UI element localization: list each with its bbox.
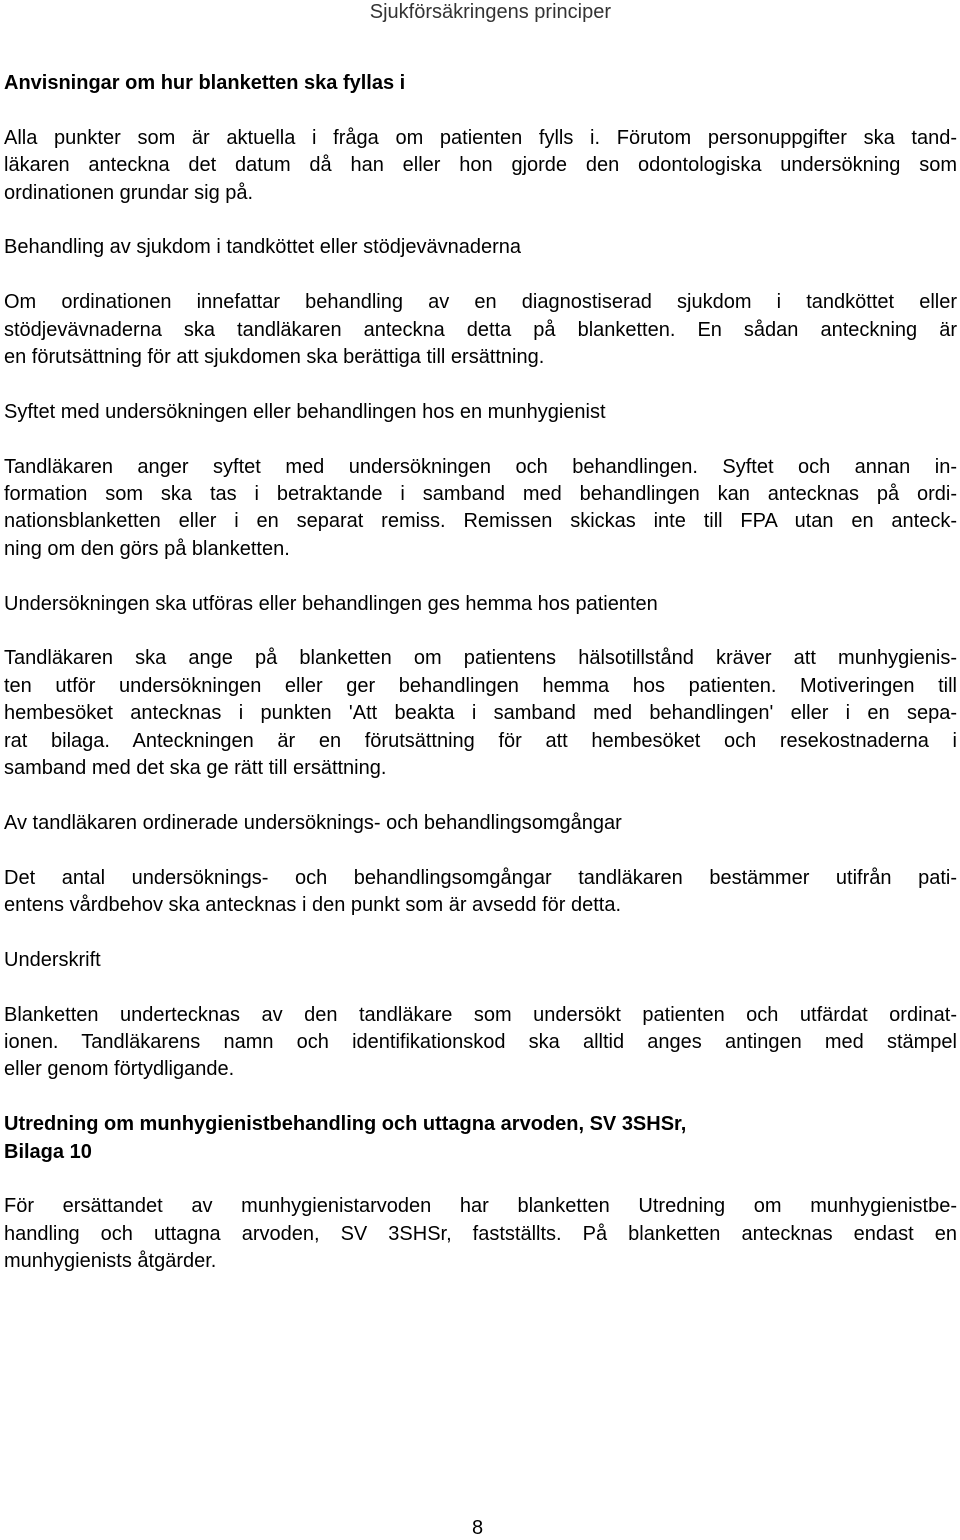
paragraph (4, 1193, 957, 1275)
paragraph-line: entens vårdbehov ska antecknas i den punkt som är avsedd för detta. (4, 894, 622, 917)
page-number: 8 (472, 1517, 484, 1539)
section-heading (4, 70, 957, 97)
paragraph-line: Tandläkaren anger syftet med undersökningen och behandlingen. Syftet och annan in- (4, 455, 957, 478)
paragraph-line: För ersättandet av munhygienistarvoden har blanketten Utredning om munhygienistbe- (4, 1195, 957, 1218)
paragraph-line: ten utför undersökningen eller ger behandlingen hemma hos patienten. Motiveringen till (4, 674, 957, 697)
paragraph-line: ordinationen grundar sig på. (4, 181, 254, 204)
heading-line: Av tandläkaren ordinerade undersöknings- och behandlingsomgångar (4, 811, 622, 834)
document-body (4, 70, 957, 1276)
subheading (4, 399, 957, 426)
heading-line: Syftet med undersökningen eller behandlingen hos en munhygienist (4, 400, 606, 423)
paragraph-line: stödjevävnaderna ska tandläkaren anteckna detta på blanketten. En sådan anteckning är (4, 318, 957, 341)
running-header: Sjukförsäkringens principer (369, 1, 611, 23)
paragraph-line: en förutsättning för att sjukdomen ska berättiga till ersättning. (4, 346, 545, 369)
subheading (4, 810, 957, 837)
paragraph-line: hembesöket antecknas i punkten 'Att beakta i samband med behandlingen' eller i en sepa- (4, 702, 957, 725)
paragraph-line: munhygienists åtgärder. (4, 1250, 217, 1273)
subheading (4, 591, 957, 618)
paragraph-line: handling och uttagna arvoden, SV 3SHSr, fastställts. På blanketten antecknas endast en (4, 1222, 957, 1245)
paragraph-line: Blanketten undertecknas av den tandläkare som undersökt patienten och utfärdat ordinat- (4, 1003, 957, 1026)
paragraph (4, 289, 957, 371)
section-heading (4, 1111, 957, 1166)
heading-line: Bilaga 10 (4, 1140, 92, 1163)
heading-line: Underskrift (4, 948, 101, 971)
paragraph-line: eller genom förtydligande. (4, 1058, 235, 1081)
paragraph (4, 454, 957, 564)
heading-line: Anvisningar om hur blanketten ska fyllas i (4, 72, 406, 94)
paragraph-line: Alla punkter som är aktuella i fråga om patienten fylls i. Förutom personuppgifter ska tand- (4, 126, 957, 149)
paragraph (4, 865, 957, 920)
heading-line: Behandling av sjukdom i tandköttet eller stödjevävnaderna (4, 236, 521, 259)
paragraph-line: ionen. Tandläkarens namn och identifikationskod ska alltid anges antingen med stämpel (4, 1031, 957, 1054)
paragraph (4, 125, 957, 207)
paragraph-line: samband med det ska ge rätt till ersättning. (4, 757, 387, 780)
paragraph-line: ning om den görs på blanketten. (4, 537, 290, 560)
heading-line: Undersökningen ska utföras eller behandlingen ges hemma hos patienten (4, 592, 658, 615)
paragraph-line: Det antal undersöknings- och behandlingsomgångar tandläkaren bestämmer utifrån pati- (4, 866, 957, 889)
paragraph (4, 1002, 957, 1084)
subheading (4, 234, 957, 261)
paragraph-line: Om ordinationen innefattar behandling av en diagnostiserad sjukdom i tandköttet eller (4, 291, 957, 314)
paragraph-line: nationsblanketten eller i en separat remiss. Remissen skickas inte till FPA utan en anteck- (4, 510, 957, 533)
paragraph-line: formation som ska tas i betraktande i samband med behandlingen kan antecknas på ordi- (4, 483, 957, 506)
paragraph (4, 645, 957, 782)
paragraph-line: läkaren anteckna det datum då han eller hon gjorde den odontologiska undersökning som (4, 154, 957, 177)
paragraph-line: Tandläkaren ska ange på blanketten om patientens hälsotillstånd kräver att munhygienis- (4, 647, 957, 670)
subheading (4, 947, 957, 974)
paragraph-line: rat bilaga. Anteckningen är en förutsättning för att hembesöket och resekostnaderna i (4, 729, 957, 752)
heading-line: Utredning om munhygienistbehandling och uttagna arvoden, SV 3SHSr, (4, 1113, 687, 1136)
